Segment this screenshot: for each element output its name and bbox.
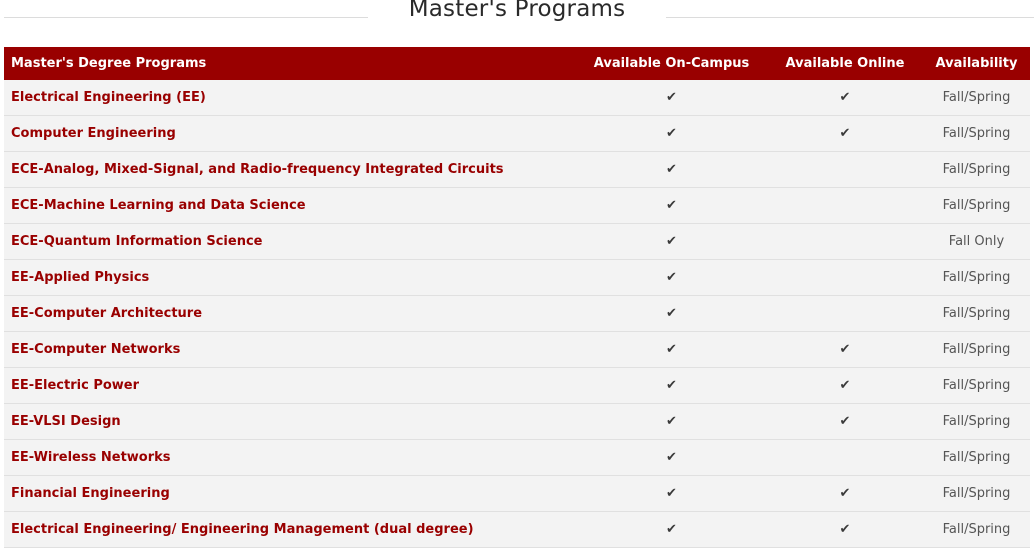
online-check-icon: ✔ bbox=[767, 116, 923, 152]
availability-cell: Fall/Spring bbox=[923, 476, 1030, 512]
online-check-icon bbox=[767, 152, 923, 188]
header-availability: Availability bbox=[923, 47, 1030, 80]
programs-table bbox=[4, 47, 1030, 548]
online-check-icon bbox=[767, 224, 923, 260]
header-program: Master's Degree Programs bbox=[4, 47, 576, 80]
table-row bbox=[4, 512, 1030, 548]
table-row bbox=[4, 152, 1030, 188]
on-campus-check-icon: ✔ bbox=[576, 512, 767, 548]
program-cell bbox=[4, 224, 576, 260]
online-check-icon: ✔ bbox=[767, 512, 923, 548]
availability-cell: Fall/Spring bbox=[923, 188, 1030, 224]
availability-cell: Fall/Spring bbox=[923, 296, 1030, 332]
program-link[interactable]: Financial Engineering bbox=[11, 486, 170, 501]
table-row bbox=[4, 296, 1030, 332]
table-row bbox=[4, 476, 1030, 512]
online-check-icon bbox=[767, 440, 923, 476]
online-check-icon: ✔ bbox=[767, 476, 923, 512]
availability-cell: Fall/Spring bbox=[923, 404, 1030, 440]
online-check-icon bbox=[767, 260, 923, 296]
program-cell bbox=[4, 260, 576, 296]
page-title-bar bbox=[0, 0, 1034, 34]
on-campus-check-icon: ✔ bbox=[576, 332, 767, 368]
header-on-campus: Available On-Campus bbox=[576, 47, 767, 80]
table-row bbox=[4, 404, 1030, 440]
program-cell bbox=[4, 512, 576, 548]
table-row bbox=[4, 260, 1030, 296]
availability-cell: Fall/Spring bbox=[923, 368, 1030, 404]
on-campus-check-icon: ✔ bbox=[576, 404, 767, 440]
table-row bbox=[4, 80, 1030, 116]
online-check-icon bbox=[767, 188, 923, 224]
program-link[interactable]: ECE-Machine Learning and Data Science bbox=[11, 198, 306, 213]
availability-cell: Fall/Spring bbox=[923, 512, 1030, 548]
program-link[interactable]: ECE-Analog, Mixed-Signal, and Radio-frequency Integrated Circuits bbox=[11, 162, 504, 177]
program-cell bbox=[4, 440, 576, 476]
program-cell bbox=[4, 296, 576, 332]
table-row bbox=[4, 188, 1030, 224]
program-cell bbox=[4, 188, 576, 224]
program-cell bbox=[4, 80, 576, 116]
program-cell bbox=[4, 368, 576, 404]
table-header-row bbox=[4, 47, 1030, 80]
table-row bbox=[4, 440, 1030, 476]
on-campus-check-icon: ✔ bbox=[576, 80, 767, 116]
on-campus-check-icon: ✔ bbox=[576, 296, 767, 332]
table-row bbox=[4, 332, 1030, 368]
online-check-icon bbox=[767, 296, 923, 332]
online-check-icon: ✔ bbox=[767, 80, 923, 116]
program-link[interactable]: EE-Computer Architecture bbox=[11, 306, 203, 321]
program-cell bbox=[4, 476, 576, 512]
availability-cell: Fall/Spring bbox=[923, 440, 1030, 476]
availability-cell: Fall/Spring bbox=[923, 260, 1030, 296]
on-campus-check-icon: ✔ bbox=[576, 368, 767, 404]
availability-cell: Fall/Spring bbox=[923, 80, 1030, 116]
on-campus-check-icon: ✔ bbox=[576, 116, 767, 152]
program-link[interactable]: ECE-Quantum Information Science bbox=[11, 234, 263, 249]
on-campus-check-icon: ✔ bbox=[576, 224, 767, 260]
availability-cell: Fall/Spring bbox=[923, 152, 1030, 188]
online-check-icon: ✔ bbox=[767, 332, 923, 368]
header-online: Available Online bbox=[767, 47, 923, 80]
program-link[interactable]: EE-Computer Networks bbox=[11, 342, 181, 357]
title-divider-right bbox=[666, 17, 1034, 18]
table-row bbox=[4, 368, 1030, 404]
on-campus-check-icon: ✔ bbox=[576, 440, 767, 476]
table-row bbox=[4, 116, 1030, 152]
program-link[interactable]: EE-Applied Physics bbox=[11, 270, 150, 285]
on-campus-check-icon: ✔ bbox=[576, 152, 767, 188]
on-campus-check-icon: ✔ bbox=[576, 260, 767, 296]
program-link[interactable]: EE-VLSI Design bbox=[11, 414, 121, 429]
program-cell bbox=[4, 332, 576, 368]
online-check-icon: ✔ bbox=[767, 368, 923, 404]
program-cell bbox=[4, 116, 576, 152]
table-row bbox=[4, 224, 1030, 260]
on-campus-check-icon: ✔ bbox=[576, 188, 767, 224]
program-link[interactable]: Electrical Engineering (EE) bbox=[11, 90, 206, 105]
program-cell bbox=[4, 152, 576, 188]
availability-cell: Fall Only bbox=[923, 224, 1030, 260]
on-campus-check-icon: ✔ bbox=[576, 476, 767, 512]
program-link[interactable]: EE-Wireless Networks bbox=[11, 450, 171, 465]
availability-cell: Fall/Spring bbox=[923, 332, 1030, 368]
program-link[interactable]: Computer Engineering bbox=[11, 126, 176, 141]
program-link[interactable]: Electrical Engineering/ Engineering Management (dual degree) bbox=[11, 522, 474, 537]
online-check-icon: ✔ bbox=[767, 404, 923, 440]
program-cell bbox=[4, 404, 576, 440]
page-title: Master's Programs bbox=[408, 0, 626, 22]
availability-cell: Fall/Spring bbox=[923, 116, 1030, 152]
program-link[interactable]: EE-Electric Power bbox=[11, 378, 140, 393]
